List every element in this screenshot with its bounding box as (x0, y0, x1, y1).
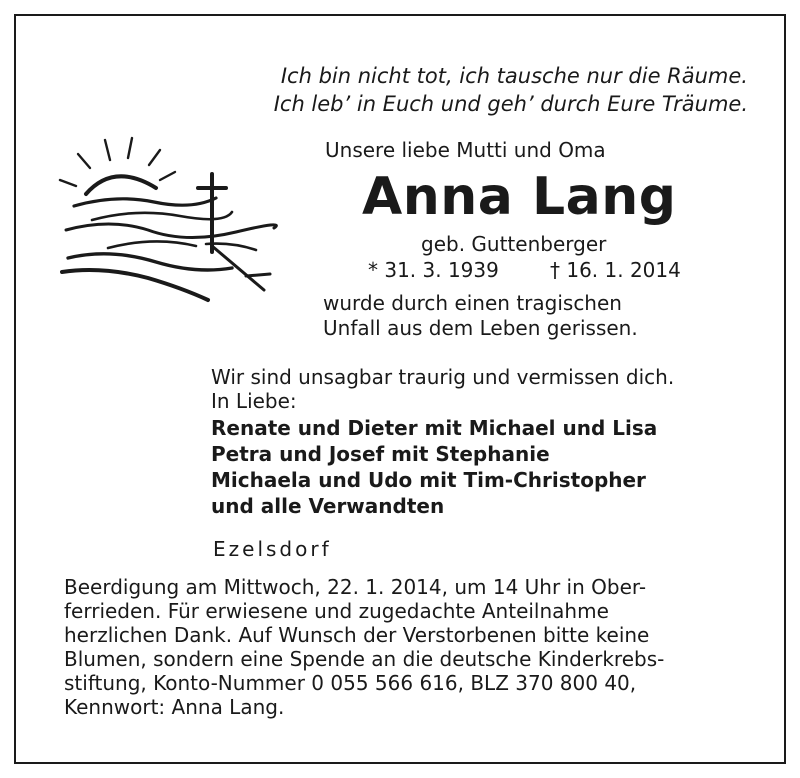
place-name: Ezelsdorf (213, 537, 332, 561)
mourner-line: Petra und Josef mit Stephanie (211, 442, 550, 466)
mourner-line: und alle Verwandten (211, 494, 445, 518)
grief-statement (211, 365, 674, 413)
sunset-hills-cross-icon (56, 132, 280, 304)
intro-text: Unsere liebe Mutti und Oma (325, 138, 606, 162)
funeral-line: herzlichen Dank. Auf Wunsch der Verstorbenen bitte keine (64, 623, 650, 647)
mourners-list (211, 415, 657, 519)
cause-line-2: Unfall aus dem Leben gerissen. (323, 316, 638, 340)
motto-line-2: Ich leb’ in Euch und geh’ durch Eure Träume. (273, 92, 748, 116)
funeral-line: stiftung, Konto-Nummer 0 055 566 616, BLZ 370 800 40, (64, 671, 637, 695)
grief-line-1: Wir sind unsagbar traurig und vermissen dich. (211, 365, 675, 389)
death-date: † 16. 1. 2014 (550, 258, 681, 282)
funeral-line: Kennwort: Anna Lang. (64, 695, 285, 719)
funeral-line: Beerdigung am Mittwoch, 22. 1. 2014, um 14 Uhr in Ober- (64, 575, 647, 599)
motto-verse (274, 62, 748, 118)
funeral-line: ferrieden. Für erwiesene und zugedachte Anteilnahme (64, 599, 609, 623)
birth-date: * 31. 3. 1939 (368, 258, 499, 282)
motto-line-1: Ich bin nicht tot, ich tausche nur die Räume. (280, 64, 748, 88)
funeral-notice (64, 575, 736, 719)
grief-line-2: In Liebe: (211, 389, 297, 413)
cause-of-death (323, 291, 638, 341)
mourner-line: Renate und Dieter mit Michael und Lisa (211, 416, 658, 440)
deceased-name: Anna Lang (362, 167, 677, 227)
maiden-name: geb. Guttenberger (421, 232, 607, 256)
funeral-line: Blumen, sondern eine Spende an die deutsche Kinderkrebs- (64, 647, 665, 671)
mourner-line: Michaela und Udo mit Tim-Christopher (211, 468, 646, 492)
cause-line-1: wurde durch einen tragischen (323, 291, 622, 315)
